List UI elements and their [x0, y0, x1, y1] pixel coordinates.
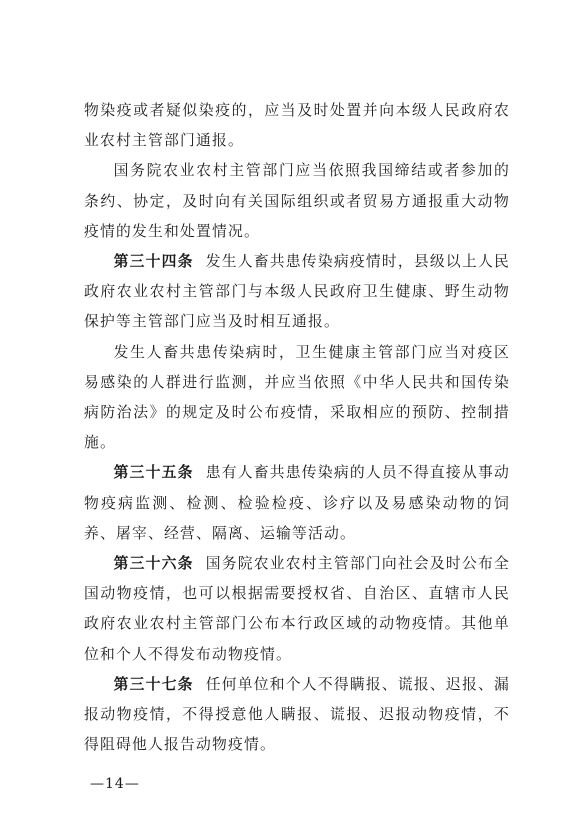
- paragraph-text: 国务院农业农村主管部门应当依照我国缔结或者参加的条约、协定，及时向有关国际组织或者贸易方通报重大动物疫情的发生和处置情况。: [84, 162, 510, 240]
- paragraph-international-report: [84, 156, 510, 247]
- paragraph-text: 任何单位和个人不得瞒报、谎报、迟报、漏报动物疫情，不得授意他人瞒报、谎报、迟报动物疫情，不得阻碍他人报告动物疫情。: [84, 675, 510, 754]
- paragraph-text: 物染疫或者疑似染疫的，应当及时处置并向本级人民政府农业农村主管部门通报。: [84, 102, 510, 150]
- paragraph-continuation: [84, 96, 510, 156]
- article-36: [84, 549, 510, 670]
- paragraph-zoonosis-monitoring: [84, 338, 510, 459]
- paragraph-text: 国务院农业农村主管部门向社会及时公布全国动物疫情，也可以根据需要授权省、自治区、直辖市人民政府农业农村主管部门公布本行政区域的动物疫情。其他单位和个人不得发布动物疫情。: [84, 555, 510, 663]
- article-35: [84, 458, 510, 549]
- article-number: 第三十四条: [113, 253, 194, 271]
- paragraph-text: 发生人畜共患传染病时，卫生健康主管部门应当对疫区易感染的人群进行监测，并应当依照《中华人民共和国传染病防治法》的规定及时公布疫情，采取相应的预防、控制措施。: [84, 343, 510, 452]
- article-34: [84, 247, 510, 338]
- paragraph-text: 发生人畜共患传染病疫情时，县级以上人民政府农业农村主管部门与本级人民政府卫生健康、野生动物保护等主管部门应当及时相互通报。: [84, 253, 510, 331]
- article-number: 第三十七条: [113, 675, 194, 693]
- page-number: —14—: [90, 776, 140, 792]
- article-37: [84, 670, 510, 761]
- article-number: 第三十五条: [113, 464, 194, 482]
- paragraph-text: 患有人畜共患传染病的人员不得直接从事动物疫病监测、检测、检验检疫、诊疗以及易感染动物的饲养、屠宰、经营、隔离、运输等活动。: [84, 464, 510, 542]
- document-body: [84, 96, 510, 760]
- article-number: 第三十六条: [113, 555, 194, 573]
